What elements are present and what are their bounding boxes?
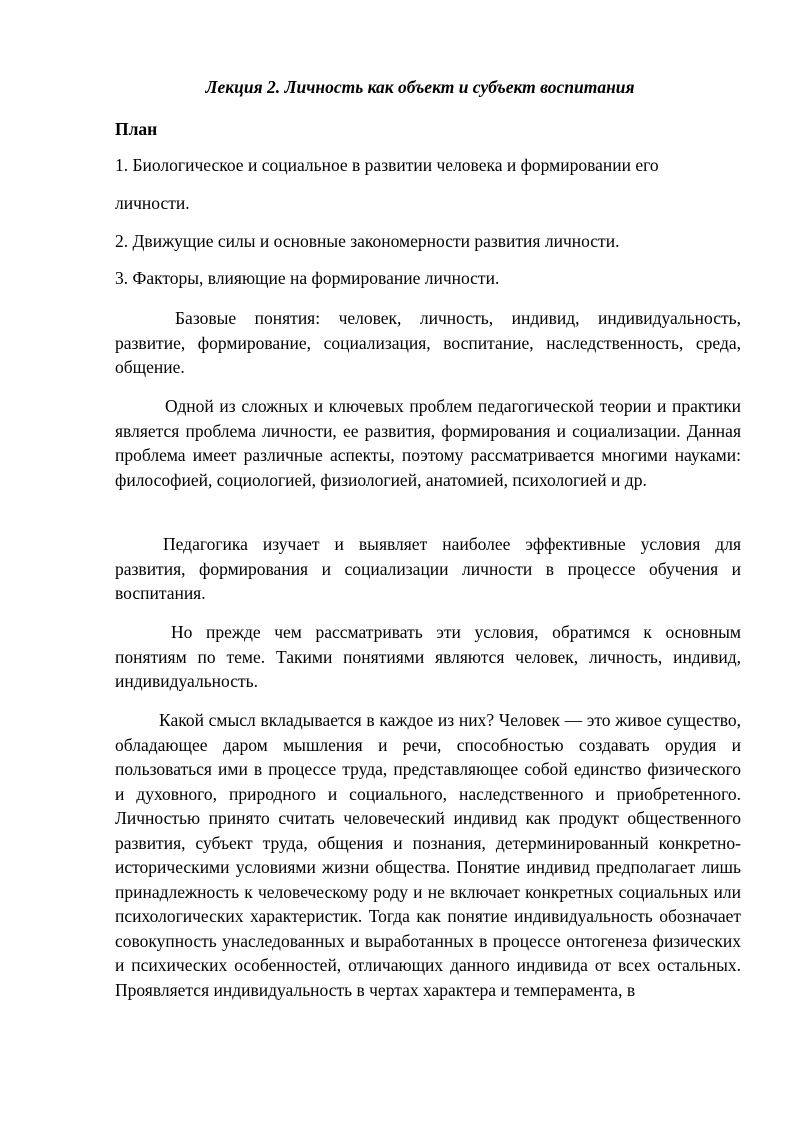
plan-item-1-continued: личности. [115, 193, 190, 213]
plan-heading: План [115, 119, 158, 139]
body-paragraph-1: Одной из сложных и ключевых проблем педагогической теории и практики является проблема личности, ее развития, формирования и социализации. Данная проблема имеет различные аспекты, поэтому рассматривается многими науками: философией, социологией, физиологией, анатомией, психологией и др. [115, 396, 741, 490]
basic-concepts-paragraph: Базовые понятия: человек, личность, индивид, индивидуальность, развитие, формирование, социализация, воспитание, наследственность, среда, общение. [115, 308, 741, 377]
plan-item-2: 2. Движущие силы и основные закономерности развития личности. [115, 231, 620, 251]
lecture-title: Лекция 2. Личность как объект и субъект воспитания [205, 77, 635, 97]
plan-item-3: 3. Факторы, влияющие на формирование личности. [115, 268, 500, 288]
body-paragraph-4: Какой смысл вкладывается в каждое из них? Человек — это живое существо, обладающее даром мышления и речи, способностью создавать орудия и пользоваться ими в процессе труда, представляющее собой единство физического и духовного, природного и социального, наследственного и приобретенного. Личностью принято считать человеческий индивид как продукт общественного развития, субъект труда, общения и познания, детерминированный конкретно-историческими условиями жизни общества. Понятие индивид предполагает лишь принадлежность к человеческому роду и не включает конкретных социальных или психологических характеристик. Тогда как понятие индивидуальность обозначает совокупность унаследованных и выработанных в процессе онтогенеза физических и психических особенностей, отличающих данного индивида от всех остальных. Проявляется индивидуальность в чертах характера и темперамента, в [115, 710, 741, 1000]
body-paragraph-2: Педагогика изучает и выявляет наиболее эффективные условия для развития, формирования и социализации личности в процессе обучения и воспитания. [115, 534, 741, 603]
plan-item-1: 1. Биологическое и социальное в развитии человека и формировании его [115, 155, 659, 175]
body-paragraph-3: Но прежде чем рассматривать эти условия, обратимся к основным понятиям по теме. Такими понятиями являются человек, личность, индивид, индивидуальность. [115, 622, 741, 691]
